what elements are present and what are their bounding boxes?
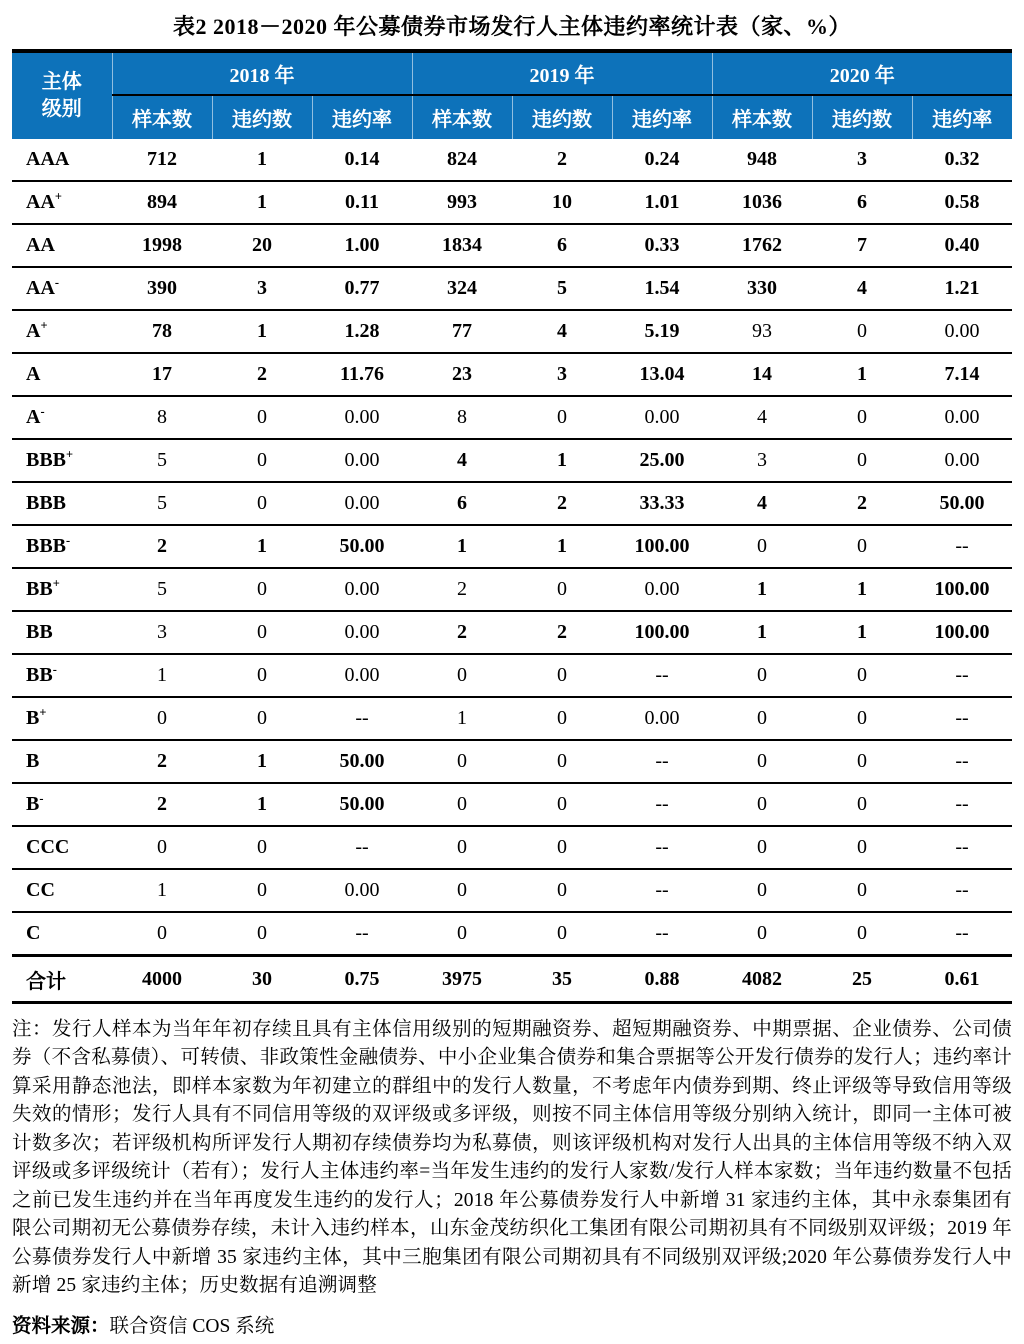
corner-header-rating-level xyxy=(12,51,112,139)
rating-cell xyxy=(12,826,112,869)
value-cell: 0 xyxy=(712,826,812,869)
value-cell: -- xyxy=(912,525,1012,568)
rating-label: BB xyxy=(26,578,53,600)
value-cell: 1 xyxy=(112,654,212,697)
rating-label: CCC xyxy=(26,836,70,858)
table-row xyxy=(12,525,1012,568)
value-cell: 7.14 xyxy=(912,353,1012,396)
value-cell: 2 xyxy=(512,482,612,525)
value-cell: 390 xyxy=(112,267,212,310)
value-cell: -- xyxy=(612,740,712,783)
rating-label: 合计 xyxy=(26,970,66,993)
value-cell: 0.00 xyxy=(312,482,412,525)
value-cell: 4000 xyxy=(112,956,212,1003)
value-cell: 894 xyxy=(112,181,212,224)
value-cell: 0 xyxy=(512,826,612,869)
value-cell: 1 xyxy=(712,611,812,654)
rating-label: AA xyxy=(26,191,55,213)
value-cell: 5 xyxy=(112,568,212,611)
value-cell: 948 xyxy=(747,148,777,170)
value-cell: -- xyxy=(612,912,712,956)
rating-label: B xyxy=(26,707,40,729)
value-cell: 0.00 xyxy=(312,611,412,654)
rating-cell xyxy=(12,869,112,912)
value-cell: 0 xyxy=(412,740,512,783)
value-cell: -- xyxy=(312,912,412,956)
value-cell: 0.75 xyxy=(312,956,412,1003)
value-cell: 0 xyxy=(812,826,912,869)
value-cell: 824 xyxy=(447,148,477,170)
value-cell: 324 xyxy=(412,267,512,310)
value-cell: 0.77 xyxy=(312,267,412,310)
value-cell: 0 xyxy=(412,826,512,869)
value-cell: 0 xyxy=(412,912,512,956)
value-cell: 25.00 xyxy=(612,439,712,482)
value-cell: 0 xyxy=(712,525,812,568)
value-cell: 1.21 xyxy=(912,267,1012,310)
table-row xyxy=(12,654,1012,697)
value-cell: 13.04 xyxy=(612,353,712,396)
value-cell: 0.00 xyxy=(312,654,412,697)
value-cell: 993 xyxy=(412,181,512,224)
value-cell: 7 xyxy=(812,224,912,267)
value-cell: 0.40 xyxy=(912,224,1012,267)
rating-superscript: + xyxy=(52,576,60,591)
value-cell: 1 xyxy=(812,353,912,396)
rating-label: BBB xyxy=(26,449,67,471)
value-cell: 2 xyxy=(557,148,567,170)
value-cell: 6 xyxy=(812,181,912,224)
value-cell: 0 xyxy=(212,482,312,525)
value-cell: 1 xyxy=(212,740,312,783)
value-cell: 0 xyxy=(812,654,912,697)
value-cell: 0 xyxy=(812,439,912,482)
rating-cell xyxy=(12,783,112,826)
value-cell: 0.00 xyxy=(312,439,412,482)
value-cell: -- xyxy=(312,697,412,740)
value-cell: 0 xyxy=(812,869,912,912)
value-cell: 3975 xyxy=(412,956,512,1003)
value-cell: -- xyxy=(612,826,712,869)
rating-label: A xyxy=(26,320,41,342)
value-cell: 4 xyxy=(712,482,812,525)
rating-label: AAA xyxy=(26,148,70,170)
value-cell: 1 xyxy=(257,148,267,170)
value-cell: -- xyxy=(912,912,1012,956)
table-row-total xyxy=(12,956,1012,1003)
value-cell: 1 xyxy=(712,568,812,611)
rating-label: BBB xyxy=(26,535,67,557)
rating-superscript: - xyxy=(52,662,57,677)
value-cell: 0.24 xyxy=(644,148,680,170)
value-cell: 14 xyxy=(712,353,812,396)
value-cell: 0 xyxy=(812,310,912,353)
value-cell: 5 xyxy=(112,482,212,525)
value-cell: 1998 xyxy=(112,224,212,267)
value-cell: 0 xyxy=(212,439,312,482)
rating-label: BBB xyxy=(26,492,67,514)
rating-label: AA xyxy=(26,234,55,256)
year-header-2019: 2019 年 xyxy=(412,51,712,95)
value-cell: 4 xyxy=(812,267,912,310)
value-cell: 0 xyxy=(212,611,312,654)
value-cell: 8 xyxy=(112,396,212,439)
sub-header-default-rate: 违约率 xyxy=(912,95,1012,139)
value-cell: 30 xyxy=(212,956,312,1003)
value-cell: 100.00 xyxy=(912,568,1012,611)
value-cell: 3 xyxy=(212,267,312,310)
sub-header-sample-count: 样本数 xyxy=(712,95,812,139)
value-cell: 100.00 xyxy=(612,525,712,568)
value-cell: 3 xyxy=(512,353,612,396)
table-row xyxy=(12,482,1012,525)
table-row xyxy=(12,869,1012,912)
value-cell: 33.33 xyxy=(612,482,712,525)
value-cell: 330 xyxy=(712,267,812,310)
value-cell: 0.00 xyxy=(612,568,712,611)
value-cell: 0 xyxy=(512,697,612,740)
value-cell: 0.88 xyxy=(612,956,712,1003)
value-cell: 0 xyxy=(212,912,312,956)
default-rate-table xyxy=(12,49,1012,1004)
page-title: 表2 2018－2020 年公募债券市场发行人主体违约率统计表（家、%） xyxy=(172,14,851,39)
value-cell: 0.00 xyxy=(312,568,412,611)
value-cell: 35 xyxy=(512,956,612,1003)
value-cell: 1036 xyxy=(712,181,812,224)
value-cell: 0.61 xyxy=(912,956,1012,1003)
table-row xyxy=(12,912,1012,956)
value-cell: 4 xyxy=(512,310,612,353)
value-cell: 0 xyxy=(812,912,912,956)
value-cell: 50.00 xyxy=(312,740,412,783)
value-cell: 6 xyxy=(512,224,612,267)
corner-header-line1: 主体 xyxy=(41,71,82,93)
table-row xyxy=(12,353,1012,396)
sub-header-default-count: 违约数 xyxy=(212,95,312,139)
rating-cell xyxy=(12,310,112,353)
value-cell: 1 xyxy=(512,525,612,568)
value-cell: 11.76 xyxy=(312,353,412,396)
rating-superscript: + xyxy=(54,189,62,204)
table-row xyxy=(12,267,1012,310)
value-cell: 1 xyxy=(512,439,612,482)
value-cell: 0.00 xyxy=(912,396,1012,439)
value-cell: 2 xyxy=(212,353,312,396)
value-cell: 10 xyxy=(512,181,612,224)
source-label: 资料来源： xyxy=(12,1315,110,1337)
value-cell: 6 xyxy=(412,482,512,525)
year-header-2020: 2020 年 xyxy=(712,51,1012,95)
value-cell: 4082 xyxy=(712,956,812,1003)
value-cell: 50.00 xyxy=(312,525,412,568)
value-cell: 0 xyxy=(712,912,812,956)
value-cell: 0.11 xyxy=(312,181,412,224)
value-cell: 77 xyxy=(412,310,512,353)
table-row xyxy=(12,740,1012,783)
year-header-2018: 2018 年 xyxy=(112,51,412,95)
value-cell: 0.33 xyxy=(612,224,712,267)
sub-header-default-count: 违约数 xyxy=(812,95,912,139)
table-row xyxy=(12,181,1012,224)
value-cell: 2 xyxy=(112,740,212,783)
value-cell: 0 xyxy=(712,654,812,697)
table-row xyxy=(12,396,1012,439)
value-cell: 0 xyxy=(212,697,312,740)
table-row xyxy=(12,439,1012,482)
table-row xyxy=(12,310,1012,353)
value-cell: 0 xyxy=(512,869,612,912)
value-cell: 1.00 xyxy=(312,224,412,267)
value-cell: 2 xyxy=(512,611,612,654)
value-cell: 5 xyxy=(512,267,612,310)
value-cell: -- xyxy=(612,783,712,826)
value-cell: -- xyxy=(912,826,1012,869)
value-cell: 1 xyxy=(112,869,212,912)
rating-cell xyxy=(12,439,112,482)
value-cell: 8 xyxy=(412,396,512,439)
value-cell: 0 xyxy=(512,912,612,956)
rating-cell xyxy=(12,139,112,181)
value-cell: 20 xyxy=(212,224,312,267)
value-cell: -- xyxy=(612,869,712,912)
rating-superscript: + xyxy=(66,447,74,462)
rating-cell xyxy=(12,396,112,439)
rating-cell xyxy=(12,482,112,525)
rating-cell xyxy=(12,353,112,396)
value-cell: 1 xyxy=(412,697,512,740)
value-cell: 0 xyxy=(512,654,612,697)
rating-cell xyxy=(12,697,112,740)
rating-label: BB xyxy=(26,621,53,643)
value-cell: 1762 xyxy=(712,224,812,267)
table-row xyxy=(12,783,1012,826)
table-body xyxy=(12,139,1012,1003)
value-cell: -- xyxy=(612,654,712,697)
value-cell: -- xyxy=(312,826,412,869)
value-cell: 1834 xyxy=(412,224,512,267)
value-cell: -- xyxy=(912,740,1012,783)
value-cell: 0 xyxy=(412,654,512,697)
value-cell: 0 xyxy=(812,396,912,439)
rating-superscript: + xyxy=(40,318,48,333)
rating-label: B xyxy=(26,793,40,815)
value-cell: -- xyxy=(912,869,1012,912)
value-cell: 0 xyxy=(112,826,212,869)
sub-header-sample-count: 样本数 xyxy=(112,95,212,139)
table-header xyxy=(12,51,1012,139)
value-cell: 712 xyxy=(147,148,177,170)
value-cell: 0 xyxy=(512,568,612,611)
value-cell: 2 xyxy=(112,525,212,568)
rating-cell xyxy=(12,568,112,611)
value-cell: 0.00 xyxy=(612,697,712,740)
value-cell: 3 xyxy=(112,611,212,654)
value-cell: 0 xyxy=(712,740,812,783)
rating-cell xyxy=(12,956,112,1003)
rating-cell xyxy=(12,267,112,310)
value-cell: 2 xyxy=(112,783,212,826)
value-cell: 0 xyxy=(712,869,812,912)
rating-superscript: - xyxy=(40,404,45,419)
value-cell: 50.00 xyxy=(312,783,412,826)
sub-header-default-rate: 违约率 xyxy=(312,95,412,139)
value-cell: 0 xyxy=(212,568,312,611)
value-cell: -- xyxy=(912,654,1012,697)
table-row xyxy=(12,826,1012,869)
value-cell: 0 xyxy=(512,783,612,826)
value-cell: 0 xyxy=(712,783,812,826)
value-cell: 0 xyxy=(812,697,912,740)
value-cell: 23 xyxy=(412,353,512,396)
value-cell: 100.00 xyxy=(612,611,712,654)
value-cell: 0 xyxy=(112,912,212,956)
rating-cell xyxy=(12,525,112,568)
rating-cell xyxy=(12,181,112,224)
source-text: 联合资信 COS 系统 xyxy=(109,1315,275,1337)
table-row xyxy=(12,139,1012,181)
corner-header-line2: 级别 xyxy=(41,98,82,120)
rating-cell xyxy=(12,654,112,697)
value-cell: 0.14 xyxy=(344,148,380,170)
value-cell: 5 xyxy=(112,439,212,482)
value-cell: 50.00 xyxy=(912,482,1012,525)
table-row xyxy=(12,568,1012,611)
value-cell: 4 xyxy=(412,439,512,482)
rating-label: C xyxy=(26,922,41,944)
value-cell: 0.00 xyxy=(912,310,1012,353)
sub-header-default-rate: 违约率 xyxy=(612,95,712,139)
value-cell: 3 xyxy=(857,148,867,170)
rating-cell xyxy=(12,224,112,267)
rating-label: AA xyxy=(26,277,55,299)
value-cell: 0 xyxy=(412,783,512,826)
value-cell: 1 xyxy=(812,568,912,611)
value-cell: 2 xyxy=(812,482,912,525)
value-cell: 4 xyxy=(712,396,812,439)
value-cell: 0.58 xyxy=(912,181,1012,224)
value-cell: 0 xyxy=(812,783,912,826)
value-cell: 1.28 xyxy=(312,310,412,353)
data-source xyxy=(12,1310,1012,1338)
table-notes xyxy=(12,1016,1012,1301)
value-cell: 2 xyxy=(412,611,512,654)
value-cell: 1 xyxy=(212,525,312,568)
value-cell: 5.19 xyxy=(612,310,712,353)
rating-label: BB xyxy=(26,664,53,686)
value-cell: 0.00 xyxy=(912,439,1012,482)
value-cell: 3 xyxy=(712,439,812,482)
note-text: 发行人样本为当年年初存续且具有主体信用级别的短期融资券、超短期融资券、中期票据、企业债券、公司债券（不含私募债）、可转债、非政策性金融债券、中小企业集合债券和集合票据等公开发行债券的发行人；违约率计算采用静态池法，即样本家数为年初建立的群组中的发行人数量，不考虑年内债券到期、终止评级等导致信用等级失效的情形；发行人具有不同信用等级的双评级或多评级，则按不同主体信用等级分别纳入统计，即同一主体可被计数多次；若评级机构所评发行人期初存续债券均为私募债，则该评级机构对发行人出具的主体信用等级不纳入双评级或多评级统计（若有）；发行人主体违约率=当年发生违约的发行人家数/发行人样本家数；当年违约数量不包括之前已发生违约并在当年再度发生违约的发行人；2018 年公募债券发行人中新增 31 家违约主体，其中永泰集团有限公司期初无公募债券存续，未计入违约样本，山东金茂纺织化工集团有限公司期初具有不同级别双评级；2019 年公募债券发行人中新增 35 家违约主体，其中三胞集团有限公司期初具有不同级别双评级;2020 年公募债券发行人中新增 25 家违约主体；历史数据有追溯调整 xyxy=(12,1019,1012,1297)
table-row xyxy=(12,224,1012,267)
rating-label: A xyxy=(26,363,41,385)
sub-header-sample-count: 样本数 xyxy=(412,95,512,139)
value-cell: 1.01 xyxy=(612,181,712,224)
value-cell: 100.00 xyxy=(912,611,1012,654)
value-cell: 93 xyxy=(712,310,812,353)
note-label: 注： xyxy=(12,1019,53,1040)
rating-label: A xyxy=(26,406,41,428)
rating-superscript: - xyxy=(39,791,44,806)
value-cell: 2 xyxy=(412,568,512,611)
value-cell: 0 xyxy=(812,740,912,783)
value-cell: 1 xyxy=(812,611,912,654)
value-cell: 1 xyxy=(412,525,512,568)
value-cell: 0.00 xyxy=(312,396,412,439)
value-cell: 1 xyxy=(212,310,312,353)
rating-superscript: + xyxy=(39,705,47,720)
value-cell: 78 xyxy=(112,310,212,353)
value-cell: 0 xyxy=(512,396,612,439)
value-cell: 25 xyxy=(812,956,912,1003)
value-cell: 0 xyxy=(212,654,312,697)
table-row xyxy=(12,697,1012,740)
value-cell: 1 xyxy=(212,181,312,224)
rating-superscript: - xyxy=(54,275,60,290)
value-cell: 0.00 xyxy=(612,396,712,439)
value-cell: 0 xyxy=(512,740,612,783)
value-cell: 0 xyxy=(212,869,312,912)
value-cell: 0 xyxy=(112,697,212,740)
value-cell: 0.32 xyxy=(944,148,980,170)
value-cell: 0 xyxy=(212,826,312,869)
value-cell: 0 xyxy=(212,396,312,439)
value-cell: 1.54 xyxy=(612,267,712,310)
rating-label: CC xyxy=(26,879,55,901)
value-cell: 0 xyxy=(812,525,912,568)
table-row xyxy=(12,611,1012,654)
rating-cell xyxy=(12,611,112,654)
value-cell: 0 xyxy=(712,697,812,740)
value-cell: 0 xyxy=(412,869,512,912)
value-cell: 17 xyxy=(112,353,212,396)
value-cell: -- xyxy=(912,697,1012,740)
rating-label: B xyxy=(26,750,40,772)
value-cell: 1 xyxy=(212,783,312,826)
rating-superscript: - xyxy=(66,533,71,548)
value-cell: -- xyxy=(912,783,1012,826)
rating-cell xyxy=(12,912,112,956)
rating-cell xyxy=(12,740,112,783)
sub-header-default-count: 违约数 xyxy=(512,95,612,139)
value-cell: 0.00 xyxy=(312,869,412,912)
